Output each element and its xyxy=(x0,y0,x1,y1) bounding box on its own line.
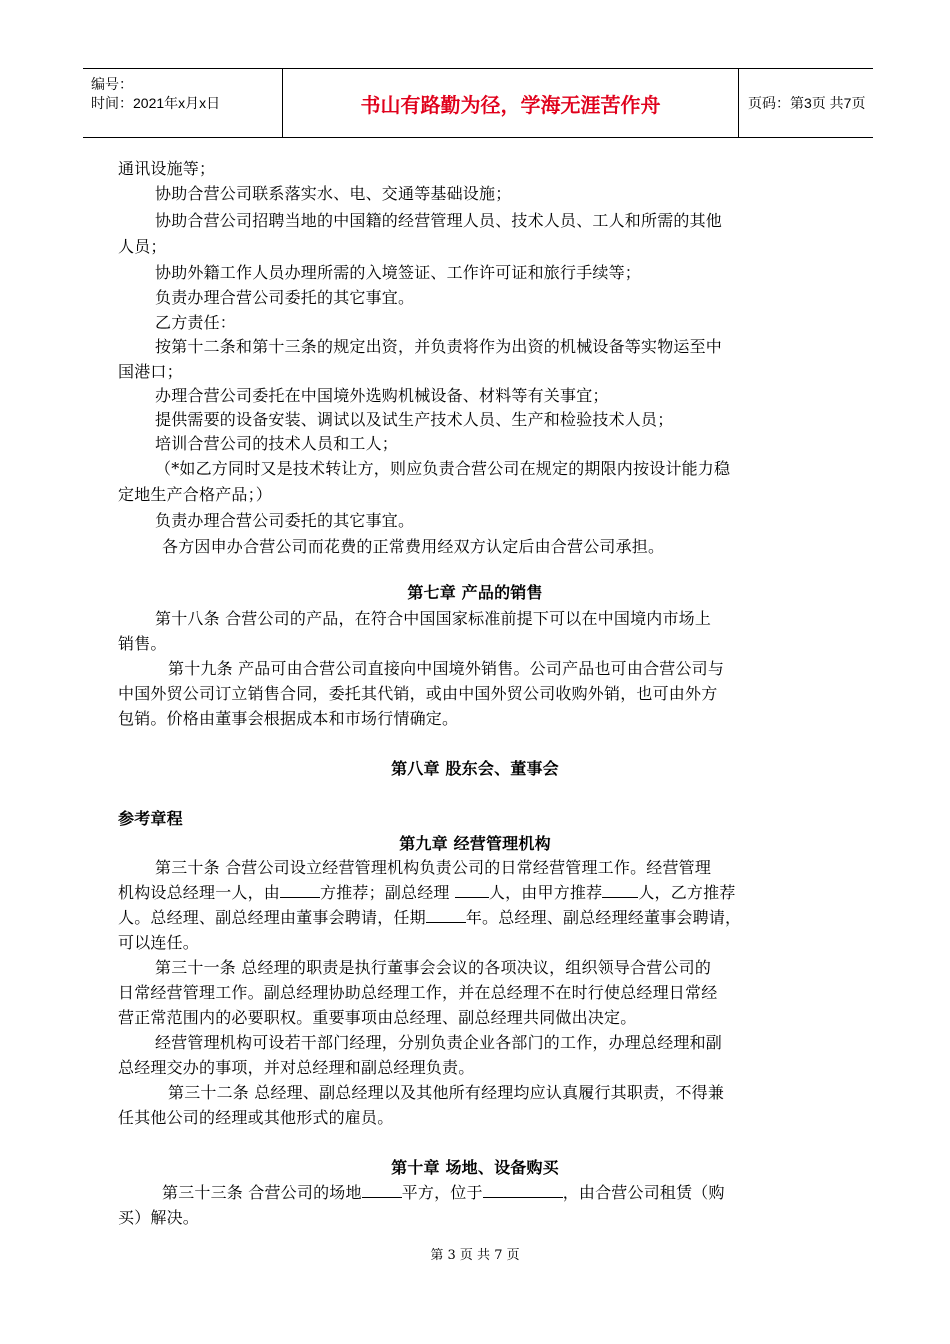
text-line: 定地生产合格产品；） xyxy=(118,485,273,504)
text-line: 销售。 xyxy=(118,634,167,653)
blank-underline xyxy=(455,882,489,898)
chapter-heading: 第八章 股东会、董事会 xyxy=(391,759,559,778)
text-line: 第三十条 合营公司设立经营管理机构负责公司的日常经营管理工作。经营管理 xyxy=(155,858,712,877)
text-line: 提供需要的设备安装、调试以及试生产技术人员、生产和检验技术人员； xyxy=(155,410,674,429)
text-line: 协助合营公司联系落实水、电、交通等基础设施； xyxy=(155,184,512,203)
text-line: 协助外籍工作人员办理所需的入境签证、工作许可证和旅行手续等； xyxy=(155,263,642,282)
text-line: 买）解决。 xyxy=(118,1208,200,1227)
text-line: 协助合营公司招聘当地的中国籍的经营管理人员、技术人员、工人和所需的其他 xyxy=(155,211,723,230)
text-line: 总经理交办的事项，并对总经理和副总经理负责。 xyxy=(118,1058,475,1077)
text-line: 第十九条 产品可由合营公司直接向中国境外销售。公司产品也可由合营公司与 xyxy=(168,659,725,678)
text-line: 机构设总经理一人，由 方推荐；副总经理 人，由甲方推荐 人，乙方推荐 xyxy=(118,883,736,902)
code-label: 编号： xyxy=(91,76,133,92)
text-line: 按第十二条和第十三条的规定出资，并负责将作为出资的机械设备等实物运至中 xyxy=(155,337,723,356)
text-line: 人员； xyxy=(118,237,167,256)
text-line: 可以连任。 xyxy=(118,933,200,952)
text-line: 乙方责任： xyxy=(155,313,237,332)
time-label: 时间：2021年x月x日 xyxy=(91,95,221,111)
blank-underline xyxy=(483,1182,563,1198)
blank-underline xyxy=(426,907,466,923)
chapter-heading: 第七章 产品的销售 xyxy=(407,583,543,602)
text-line: 培训合营公司的技术人员和工人； xyxy=(155,434,399,453)
page-footer: 第 3 页 共 7 页 xyxy=(430,1248,520,1263)
text-line: 人。总经理、副总经理由董事会聘请，任期 年。总经理、副总经理经董事会聘请， xyxy=(118,908,742,927)
text-line: （*如乙方同时又是技术转让方，则应负责合营公司在规定的期限内按设计能力稳 xyxy=(155,459,731,478)
blank-underline xyxy=(280,882,320,898)
blank-underline xyxy=(362,1182,402,1198)
chapter-heading: 第九章 经营管理机构 xyxy=(399,834,551,853)
page-number-cell xyxy=(738,69,873,137)
text-line: 各方因申办合营公司而花费的正常费用经双方认定后由合营公司承担。 xyxy=(162,537,665,556)
text-line: 任其他公司的经理或其他形式的雇员。 xyxy=(118,1108,394,1127)
text-line: 包销。价格由董事会根据成本和市场行情确定。 xyxy=(118,709,459,728)
blank-underline xyxy=(602,882,638,898)
text-line: 国港口； xyxy=(118,362,183,381)
text-line: 办理合营公司委托在中国境外选购机械设备、材料等有关事宜； xyxy=(155,386,609,405)
text-line: 第三十二条 总经理、副总经理以及其他所有经理均应认真履行其职责，不得兼 xyxy=(168,1083,725,1102)
page-label: 页码：第3页 共7页 xyxy=(748,95,866,111)
text-line: 通讯设施等； xyxy=(118,159,216,178)
header-center-cell xyxy=(283,69,739,137)
text-line: 负责办理合营公司委托的其它事宜。 xyxy=(155,511,415,530)
motto: 书山有路勤为径，学海无涯苦作舟 xyxy=(360,92,661,117)
text-line: 第三十一条 总经理的职责是执行董事会会议的各项决议，组织领导合营公司的 xyxy=(155,958,712,977)
header-left-cell xyxy=(83,69,283,137)
text-line: 负责办理合营公司委托的其它事宜。 xyxy=(155,288,415,307)
text-line: 经营管理机构可设若干部门经理，分别负责企业各部门的工作，办理总经理和副 xyxy=(155,1033,723,1052)
chapter-heading: 第十章 场地、设备购买 xyxy=(391,1158,559,1177)
section-heading: 参考章程 xyxy=(118,809,183,828)
header-table xyxy=(83,68,873,138)
text-line: 第十八条 合营公司的产品，在符合中国国家标准前提下可以在中国境内市场上 xyxy=(155,609,712,628)
text-line: 营正常范围内的必要职权。重要事项由总经理、副总经理共同做出决定。 xyxy=(118,1008,637,1027)
text-line: 第三十三条 合营公司的场地 平方，位于 ，由合营公司租赁（购 xyxy=(162,1183,725,1202)
text-line: 中国外贸公司订立销售合同，委托其代销，或由中国外贸公司收购外销，也可由外方 xyxy=(118,684,718,703)
text-line: 日常经营管理工作。副总经理协助总经理工作，并在总经理不在时行使总经理日常经 xyxy=(118,983,718,1002)
